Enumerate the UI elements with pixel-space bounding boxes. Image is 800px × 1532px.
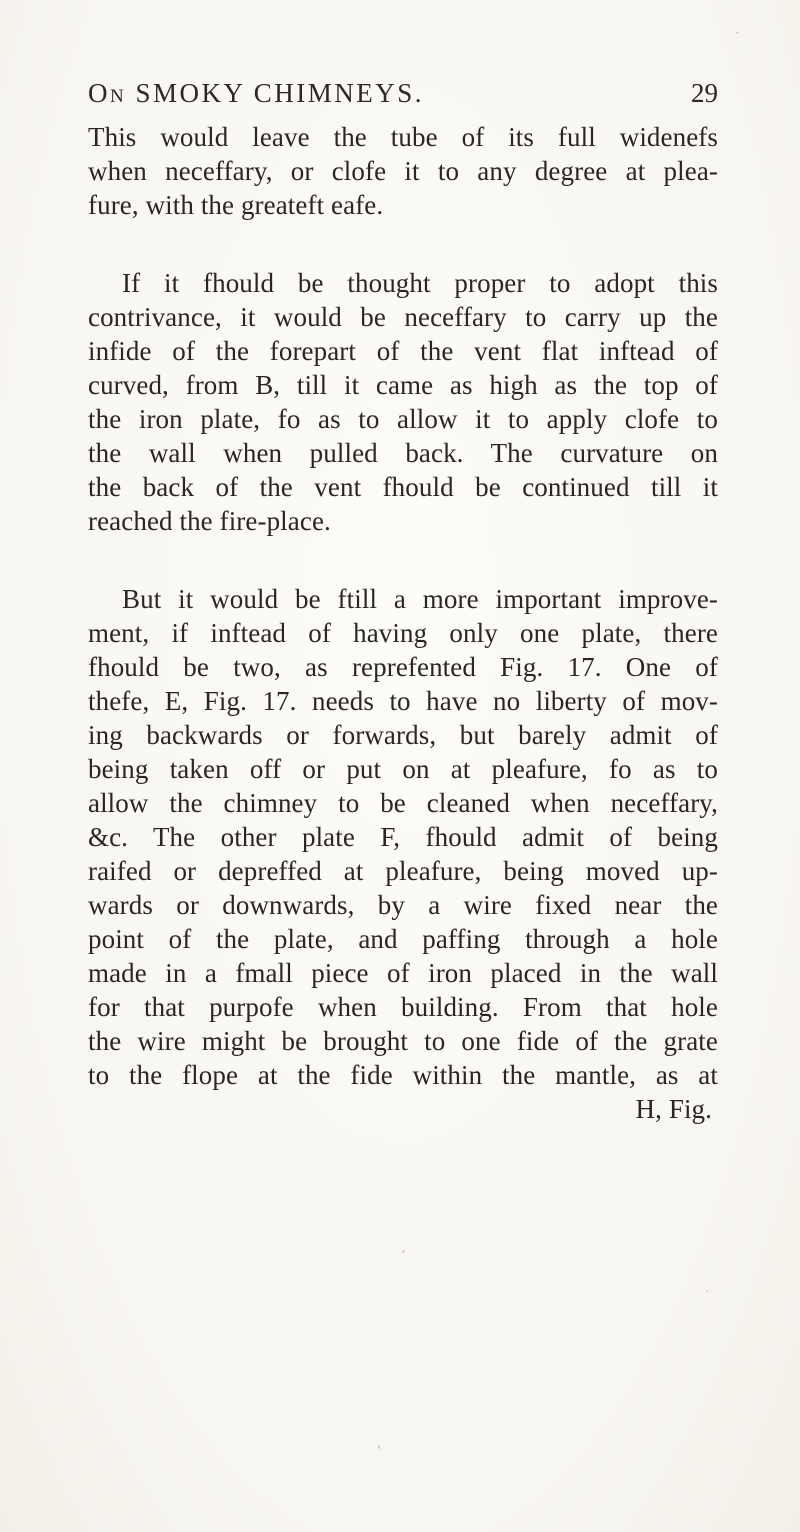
text-line: thefe, E, Fig. 17. needs to have no liberty of mov-	[88, 686, 718, 716]
text-line: point of the plate, and paffing through a hole	[88, 924, 718, 954]
text-line: &c. The other plate F, fhould admit of being	[88, 822, 718, 852]
text-line: If it fhould be thought proper to adopt this	[122, 268, 718, 298]
text-line: reached the fire-place.	[88, 506, 331, 536]
text-line: to the flope at the fide within the mantle, as at	[88, 1060, 718, 1090]
paper-speck	[378, 1445, 380, 1449]
text-line: infide of the forepart of the vent flat inftead of	[88, 336, 718, 366]
text-line: wards or downwards, by a wire fixed near the	[88, 890, 718, 920]
text-line: fure, with the greateft eafe.	[88, 190, 384, 220]
text-line: the back of the vent fhould be continued till it	[88, 472, 718, 502]
text-line: This would leave the tube of its full widenefs	[88, 122, 718, 152]
text-line: the wire might be brought to one fide of the grate	[88, 1026, 718, 1056]
text-line: ment, if inftead of having only one plate, there	[88, 618, 718, 648]
catchword: H, Fig.	[635, 1094, 712, 1124]
paragraph-2	[88, 266, 718, 538]
paper-speck	[402, 1250, 405, 1253]
text-line: contrivance, it would be neceffary to carry up the	[88, 302, 718, 332]
text-line: when neceffary, or clofe it to any degree at plea-	[88, 156, 718, 186]
text-line: allow the chimney to be cleaned when neceffary,	[88, 788, 718, 818]
text-line: being taken off or put on at pleafure, fo as to	[88, 754, 718, 784]
paper-speck	[706, 1290, 708, 1292]
text-line: ing backwards or forwards, but barely admit of	[88, 720, 718, 750]
text-line: for that purpofe when building. From that hole	[88, 992, 718, 1022]
text-line: the wall when pulled back. The curvature on	[88, 438, 718, 468]
text-line: fhould be two, as reprefented Fig. 17. One of	[88, 652, 718, 682]
text-line: the iron plate, fo as to allow it to apply clofe to	[88, 404, 718, 434]
text-line: curved, from B, till it came as high as the top of	[88, 370, 718, 400]
page-number: 29	[691, 78, 718, 108]
text-line: raifed or depreffed at pleafure, being moved up-	[88, 856, 718, 886]
running-head-title: On SMOKY CHIMNEYS.	[88, 78, 424, 108]
running-head	[88, 78, 718, 114]
paragraph-gap	[88, 538, 718, 582]
paper-speck	[736, 32, 739, 34]
text-line: But it would be ftill a more important improve-	[122, 584, 718, 614]
paragraph-1	[88, 120, 718, 222]
paragraph-3	[88, 582, 718, 1126]
text-line: made in a fmall piece of iron placed in the wall	[88, 958, 718, 988]
paragraph-gap	[88, 222, 718, 266]
body-text	[88, 120, 718, 1126]
